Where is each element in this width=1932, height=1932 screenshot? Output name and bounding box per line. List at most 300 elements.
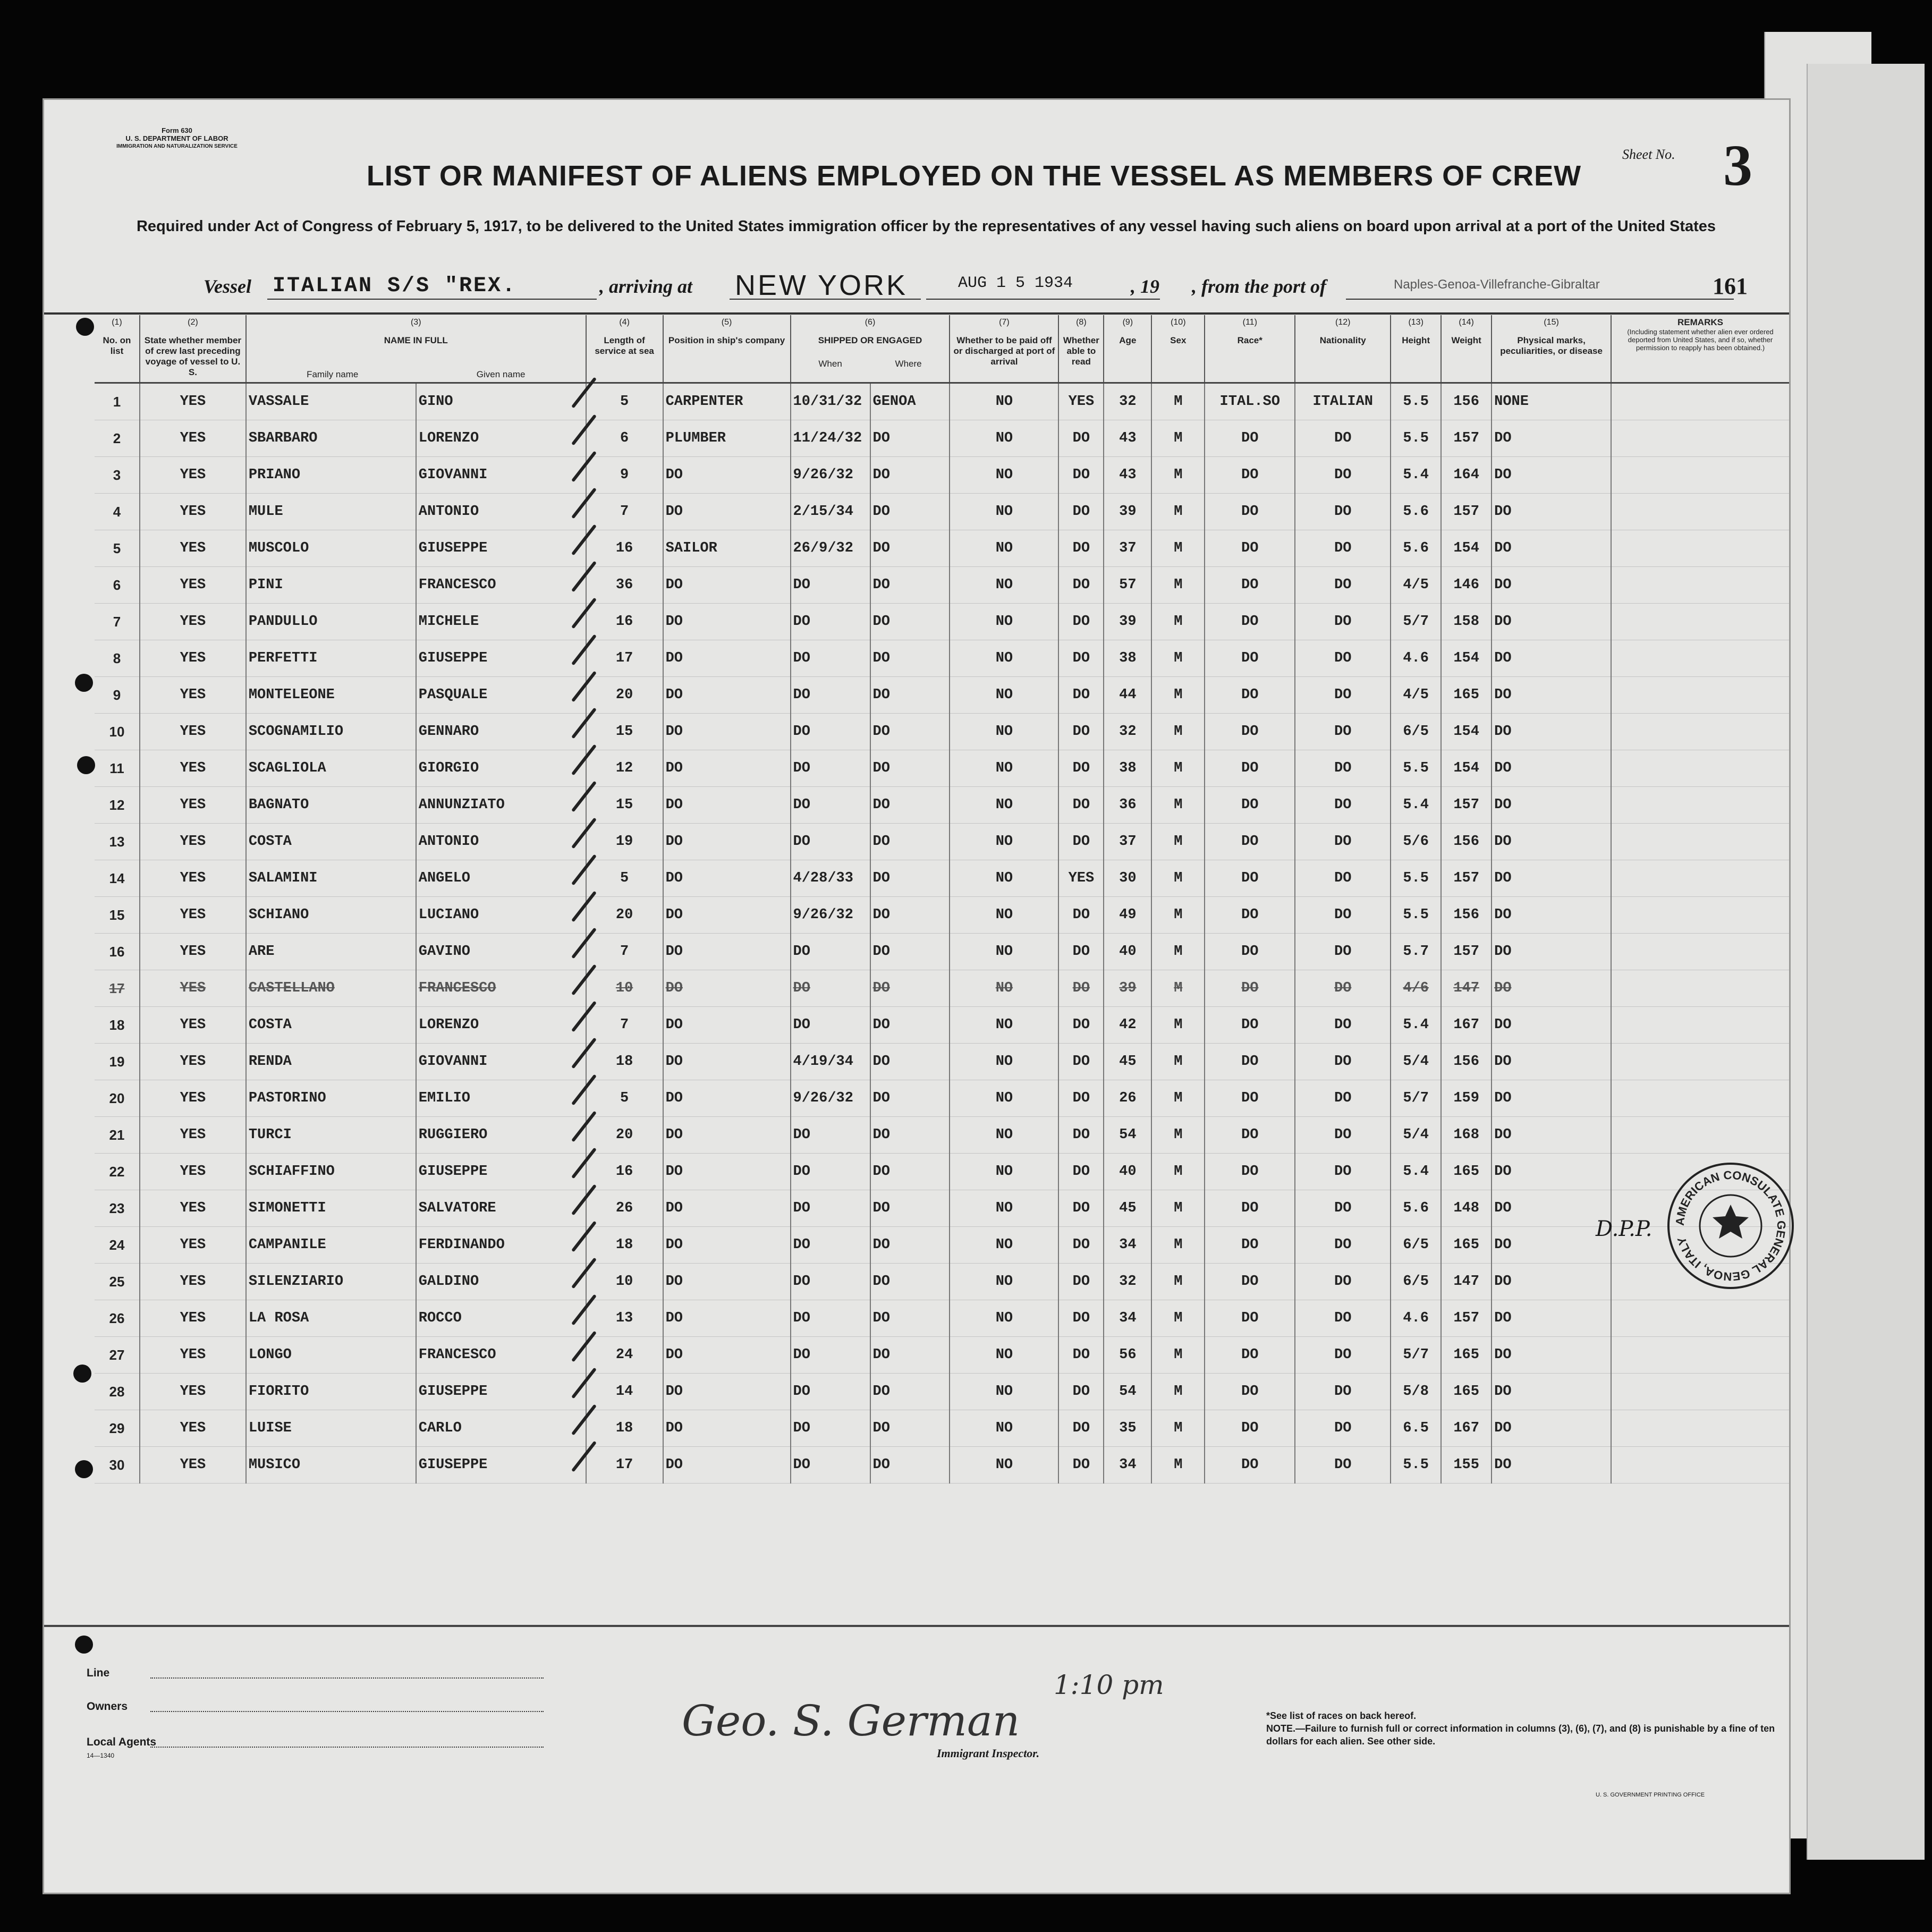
cell-weight: 154 <box>1441 714 1492 750</box>
cell-given: ANTONIO <box>416 494 586 530</box>
cell-weight: 168 <box>1441 1117 1492 1154</box>
cell-prev: YES <box>140 750 246 787</box>
cell-height: 5/7 <box>1391 1337 1441 1374</box>
sheet-number: 3 <box>1723 133 1752 198</box>
cell-weight: 156 <box>1441 824 1492 860</box>
table-row <box>95 640 1789 677</box>
cell-race: DO <box>1205 1300 1295 1337</box>
cell-race: DO <box>1205 970 1295 1007</box>
cell-remarks <box>1611 787 1789 824</box>
table-row <box>95 604 1789 640</box>
cell-prev: YES <box>140 567 246 604</box>
col-header-given-name: Given name <box>476 369 526 379</box>
punch-hole <box>76 318 94 336</box>
cell-weight: 158 <box>1441 604 1492 640</box>
cell-age: 43 <box>1104 420 1151 457</box>
cell-marks: DO <box>1492 640 1611 677</box>
cell-sex: M <box>1151 970 1205 1007</box>
cell-when: 11/24/32 <box>791 420 870 457</box>
inspector-label: Immigrant Inspector. <box>937 1747 1040 1760</box>
cell-nationality: DO <box>1295 1410 1391 1447</box>
cell-remarks <box>1611 970 1789 1007</box>
cell-given: FERDINANDO <box>416 1227 586 1264</box>
cell-nationality: DO <box>1295 530 1391 567</box>
cell-remarks <box>1611 383 1789 420</box>
cell-sex: M <box>1151 1227 1205 1264</box>
cell-service: 14 <box>586 1374 663 1410</box>
table-row <box>95 457 1789 494</box>
cell-weight: 157 <box>1441 934 1492 970</box>
cell-family: LA ROSA <box>246 1300 416 1337</box>
table-row <box>95 494 1789 530</box>
cell-paid: NO <box>950 383 1058 420</box>
cell-no: 1 <box>95 383 140 420</box>
cell-paid: NO <box>950 824 1058 860</box>
from-label: , from the port of <box>1192 276 1327 297</box>
cell-where: DO <box>870 1007 950 1044</box>
consulate-stamp <box>1667 1163 1794 1289</box>
cell-paid: NO <box>950 934 1058 970</box>
cell-service: 17 <box>586 1447 663 1484</box>
cell-marks: DO <box>1492 897 1611 934</box>
cell-when: 4/28/33 <box>791 860 870 897</box>
cell-height: 5.6 <box>1391 1190 1441 1227</box>
table-row <box>95 860 1789 897</box>
cell-when: DO <box>791 1337 870 1374</box>
table-row <box>95 1410 1789 1447</box>
cell-given: FRANCESCO <box>416 970 586 1007</box>
cell-paid: NO <box>950 1080 1058 1117</box>
cell-service: 7 <box>586 934 663 970</box>
cell-service: 18 <box>586 1410 663 1447</box>
cell-marks: DO <box>1492 970 1611 1007</box>
cell-read: DO <box>1058 1117 1104 1154</box>
cell-sex: M <box>1151 604 1205 640</box>
cell-given: GIUSEPPE <box>416 1447 586 1484</box>
cell-family: VASSALE <box>246 383 416 420</box>
cell-given: LUCIANO <box>416 897 586 934</box>
cell-when: DO <box>791 1117 870 1154</box>
cell-sex: M <box>1151 677 1205 714</box>
cell-nationality: DO <box>1295 604 1391 640</box>
col-header-race: (11) Race* <box>1205 315 1295 383</box>
table-row <box>95 934 1789 970</box>
cell-service: 10 <box>586 970 663 1007</box>
cell-marks: DO <box>1492 1227 1611 1264</box>
col-header-paid-off: (7) Whether to be paid off or discharged at port of arrival <box>950 315 1058 383</box>
cell-prev: YES <box>140 1300 246 1337</box>
cell-given: CARLO <box>416 1410 586 1447</box>
cell-marks: DO <box>1492 714 1611 750</box>
cell-weight: 165 <box>1441 677 1492 714</box>
cell-family: MONTELEONE <box>246 677 416 714</box>
cell-nationality: DO <box>1295 494 1391 530</box>
cell-prev: YES <box>140 787 246 824</box>
cell-family: MULE <box>246 494 416 530</box>
cell-position: DO <box>663 1080 791 1117</box>
cell-weight: 165 <box>1441 1154 1492 1190</box>
cell-weight: 147 <box>1441 1264 1492 1300</box>
cell-marks: DO <box>1492 1337 1611 1374</box>
crew-manifest-table <box>95 315 1789 1484</box>
cell-read: DO <box>1058 1007 1104 1044</box>
cell-sex: M <box>1151 1300 1205 1337</box>
cell-service: 10 <box>586 1264 663 1300</box>
cell-nationality: DO <box>1295 1154 1391 1190</box>
cell-paid: NO <box>950 1117 1058 1154</box>
cell-race: DO <box>1205 1337 1295 1374</box>
cell-given: RUGGIERO <box>416 1117 586 1154</box>
punch-hole <box>75 1460 93 1478</box>
cell-age: 39 <box>1104 970 1151 1007</box>
cell-when: 10/31/32 <box>791 383 870 420</box>
cell-no: 21 <box>95 1117 140 1154</box>
cell-race: DO <box>1205 1227 1295 1264</box>
cell-prev: YES <box>140 714 246 750</box>
cell-paid: NO <box>950 1447 1058 1484</box>
cell-given: LORENZO <box>416 420 586 457</box>
cell-position: DO <box>663 1300 791 1337</box>
cell-family: SCAGLIOLA <box>246 750 416 787</box>
cell-paid: NO <box>950 1154 1058 1190</box>
cell-marks: DO <box>1492 787 1611 824</box>
cell-when: DO <box>791 1374 870 1410</box>
cell-where: DO <box>870 860 950 897</box>
cell-where: DO <box>870 1080 950 1117</box>
cell-age: 37 <box>1104 530 1151 567</box>
cell-paid: NO <box>950 970 1058 1007</box>
year-label: , 19 <box>1131 276 1159 297</box>
col-header-sex: (10) Sex <box>1151 315 1205 383</box>
cell-marks: DO <box>1492 420 1611 457</box>
cell-where: DO <box>870 1190 950 1227</box>
cell-when: DO <box>791 934 870 970</box>
punch-hole <box>75 674 93 692</box>
cell-height: 5.6 <box>1391 494 1441 530</box>
footer-form-code: 14—1340 <box>87 1752 115 1759</box>
cell-service: 7 <box>586 494 663 530</box>
line-label: Line <box>87 1667 110 1679</box>
cell-when: DO <box>791 1007 870 1044</box>
col-header-when: When <box>818 359 842 369</box>
cell-age: 34 <box>1104 1227 1151 1264</box>
cell-remarks <box>1611 677 1789 714</box>
cell-nationality: DO <box>1295 1080 1391 1117</box>
cell-where: DO <box>870 640 950 677</box>
cell-no: 15 <box>95 897 140 934</box>
col-header-position: (5) Position in ship's company <box>663 315 791 383</box>
cell-marks: DO <box>1492 1080 1611 1117</box>
cell-weight: 148 <box>1441 1190 1492 1227</box>
cell-read: DO <box>1058 787 1104 824</box>
cell-family: RENDA <box>246 1044 416 1080</box>
cell-sex: M <box>1151 1447 1205 1484</box>
cell-height: 5.5 <box>1391 420 1441 457</box>
cell-service: 15 <box>586 787 663 824</box>
cell-service: 5 <box>586 383 663 420</box>
cell-race: DO <box>1205 1410 1295 1447</box>
cell-remarks <box>1611 1410 1789 1447</box>
cell-position: DO <box>663 1190 791 1227</box>
col-header-weight: (14) Weight <box>1441 315 1492 383</box>
cell-service: 13 <box>586 1300 663 1337</box>
cell-weight: 155 <box>1441 1447 1492 1484</box>
cell-remarks <box>1611 1117 1789 1154</box>
cell-no: 10 <box>95 714 140 750</box>
cell-service: 36 <box>586 567 663 604</box>
cell-where: DO <box>870 824 950 860</box>
cell-remarks <box>1611 420 1789 457</box>
cell-paid: NO <box>950 787 1058 824</box>
footer <box>44 1625 1789 1893</box>
cell-weight: 156 <box>1441 897 1492 934</box>
cell-sex: M <box>1151 860 1205 897</box>
cell-when: DO <box>791 567 870 604</box>
cell-given: SALVATORE <box>416 1190 586 1227</box>
cell-family: PINI <box>246 567 416 604</box>
cell-no: 19 <box>95 1044 140 1080</box>
cell-nationality: DO <box>1295 1264 1391 1300</box>
col-header-read: (8) Whether able to read <box>1058 315 1104 383</box>
col-header-height: (13) Height <box>1391 315 1441 383</box>
cell-prev: YES <box>140 970 246 1007</box>
cell-nationality: DO <box>1295 420 1391 457</box>
cell-service: 20 <box>586 897 663 934</box>
cell-paid: NO <box>950 494 1058 530</box>
cell-read: DO <box>1058 1374 1104 1410</box>
cell-remarks <box>1611 860 1789 897</box>
cell-height: 5.7 <box>1391 934 1441 970</box>
cell-age: 32 <box>1104 383 1151 420</box>
col-header-age: (9) Age <box>1104 315 1151 383</box>
cell-nationality: DO <box>1295 1447 1391 1484</box>
table-row <box>95 1044 1789 1080</box>
cell-height: 5/7 <box>1391 1080 1441 1117</box>
page-number: 161 <box>1713 273 1748 299</box>
cell-no: 3 <box>95 457 140 494</box>
col-header-no: (1) No. on list <box>95 315 140 383</box>
cell-where: DO <box>870 1227 950 1264</box>
cell-age: 54 <box>1104 1117 1151 1154</box>
cell-where: DO <box>870 750 950 787</box>
cell-nationality: DO <box>1295 1227 1391 1264</box>
col-header-family-name: Family name <box>307 369 359 379</box>
manifest-page <box>43 98 1791 1894</box>
cell-marks: DO <box>1492 1410 1611 1447</box>
cell-weight: 157 <box>1441 494 1492 530</box>
cell-given: GIORGIO <box>416 750 586 787</box>
cell-height: 4/6 <box>1391 970 1441 1007</box>
cell-prev: YES <box>140 494 246 530</box>
form-number: Form 630 <box>162 126 192 134</box>
cell-remarks <box>1611 1080 1789 1117</box>
cell-race: DO <box>1205 1447 1295 1484</box>
cell-age: 49 <box>1104 897 1151 934</box>
cell-family: COSTA <box>246 824 416 860</box>
cell-nationality: DO <box>1295 970 1391 1007</box>
cell-given: GIOVANNI <box>416 1044 586 1080</box>
cell-read: DO <box>1058 1044 1104 1080</box>
table-row <box>95 677 1789 714</box>
cell-where: DO <box>870 494 950 530</box>
cell-read: DO <box>1058 1227 1104 1264</box>
footer-notes <box>1266 1709 1776 1748</box>
cell-paid: NO <box>950 1044 1058 1080</box>
cell-sex: M <box>1151 1190 1205 1227</box>
sheet-label: Sheet No. <box>1622 147 1675 162</box>
cell-family: SIMONETTI <box>246 1190 416 1227</box>
cell-read: DO <box>1058 640 1104 677</box>
cell-height: 5.5 <box>1391 383 1441 420</box>
cell-marks: DO <box>1492 494 1611 530</box>
cell-remarks <box>1611 1007 1789 1044</box>
cell-race: DO <box>1205 1190 1295 1227</box>
cell-when: 9/26/32 <box>791 1080 870 1117</box>
cell-given: ANGELO <box>416 860 586 897</box>
cell-paid: NO <box>950 640 1058 677</box>
cell-height: 5/6 <box>1391 824 1441 860</box>
cell-position: DO <box>663 1227 791 1264</box>
cell-read: DO <box>1058 677 1104 714</box>
cell-read: DO <box>1058 567 1104 604</box>
cell-position: DO <box>663 567 791 604</box>
cell-paid: NO <box>950 530 1058 567</box>
cell-age: 36 <box>1104 787 1151 824</box>
form-info <box>108 126 246 150</box>
cell-read: DO <box>1058 970 1104 1007</box>
cell-height: 4/5 <box>1391 567 1441 604</box>
cell-no: 6 <box>95 567 140 604</box>
cell-nationality: DO <box>1295 677 1391 714</box>
cell-prev: YES <box>140 1447 246 1484</box>
cell-paid: NO <box>950 1264 1058 1300</box>
cell-height: 5/8 <box>1391 1374 1441 1410</box>
cell-no: 17 <box>95 970 140 1007</box>
cell-family: ARE <box>246 934 416 970</box>
cell-age: 39 <box>1104 494 1151 530</box>
cell-remarks <box>1611 714 1789 750</box>
col-header-nationality: (12) Nationality <box>1295 315 1391 383</box>
cell-height: 5/7 <box>1391 604 1441 640</box>
cell-family: BAGNATO <box>246 787 416 824</box>
cell-when: 4/19/34 <box>791 1044 870 1080</box>
cell-age: 30 <box>1104 860 1151 897</box>
cell-read: YES <box>1058 383 1104 420</box>
crew-rows <box>95 383 1789 1484</box>
cell-nationality: DO <box>1295 1300 1391 1337</box>
cell-family: CASTELLANO <box>246 970 416 1007</box>
cell-position: DO <box>663 824 791 860</box>
cell-race: DO <box>1205 604 1295 640</box>
cell-no: 30 <box>95 1447 140 1484</box>
cell-read: DO <box>1058 1154 1104 1190</box>
cell-remarks <box>1611 934 1789 970</box>
cell-read: DO <box>1058 530 1104 567</box>
cell-no: 12 <box>95 787 140 824</box>
cell-nationality: DO <box>1295 457 1391 494</box>
table-row <box>95 1447 1789 1484</box>
cell-prev: YES <box>140 457 246 494</box>
svg-text:AMERICAN CONSULATE GENERAL GEN: AMERICAN CONSULATE GENERAL GENOA, ITALY <box>1673 1168 1789 1284</box>
cell-height: 5.5 <box>1391 750 1441 787</box>
cell-family: PANDULLO <box>246 604 416 640</box>
cell-where: DO <box>870 787 950 824</box>
cell-nationality: DO <box>1295 714 1391 750</box>
cell-prev: YES <box>140 1117 246 1154</box>
cell-family: SCHIANO <box>246 897 416 934</box>
col-header-shipped: (6) SHIPPED OR ENGAGED When Where <box>791 315 950 383</box>
cell-no: 29 <box>95 1410 140 1447</box>
cell-where: DO <box>870 714 950 750</box>
cell-nationality: DO <box>1295 1044 1391 1080</box>
cell-position: DO <box>663 934 791 970</box>
col-header-where: Where <box>895 359 922 369</box>
cell-where: DO <box>870 970 950 1007</box>
cell-nationality: DO <box>1295 1374 1391 1410</box>
cell-sex: M <box>1151 383 1205 420</box>
vessel-label: Vessel <box>204 276 251 297</box>
cell-sex: M <box>1151 457 1205 494</box>
cell-race: DO <box>1205 1117 1295 1154</box>
cell-paid: NO <box>950 1374 1058 1410</box>
column-header-row <box>95 315 1789 383</box>
cell-prev: YES <box>140 420 246 457</box>
cell-read: DO <box>1058 420 1104 457</box>
cell-read: DO <box>1058 897 1104 934</box>
cell-where: DO <box>870 677 950 714</box>
cell-no: 4 <box>95 494 140 530</box>
cell-no: 24 <box>95 1227 140 1264</box>
table-row <box>95 1117 1789 1154</box>
cell-sex: M <box>1151 567 1205 604</box>
cell-read: DO <box>1058 494 1104 530</box>
cell-nationality: DO <box>1295 1190 1391 1227</box>
cell-marks: DO <box>1492 860 1611 897</box>
cell-age: 38 <box>1104 750 1151 787</box>
cell-given: ROCCO <box>416 1300 586 1337</box>
cell-age: 39 <box>1104 604 1151 640</box>
cell-marks: NONE <box>1492 383 1611 420</box>
cell-marks: DO <box>1492 604 1611 640</box>
cell-marks: DO <box>1492 824 1611 860</box>
cell-race: DO <box>1205 1264 1295 1300</box>
vessel-line <box>204 269 1744 307</box>
cell-nationality: DO <box>1295 787 1391 824</box>
cell-when: DO <box>791 1300 870 1337</box>
cell-marks: DO <box>1492 1044 1611 1080</box>
cell-position: DO <box>663 1337 791 1374</box>
cell-sex: M <box>1151 1264 1205 1300</box>
cell-family: CAMPANILE <box>246 1227 416 1264</box>
cell-marks: DO <box>1492 1154 1611 1190</box>
cell-service: 12 <box>586 750 663 787</box>
cell-remarks <box>1611 640 1789 677</box>
cell-given: FRANCESCO <box>416 567 586 604</box>
cell-sex: M <box>1151 714 1205 750</box>
cell-nationality: DO <box>1295 1007 1391 1044</box>
cell-where: DO <box>870 1117 950 1154</box>
cell-service: 16 <box>586 604 663 640</box>
cell-weight: 156 <box>1441 1044 1492 1080</box>
cell-service: 6 <box>586 420 663 457</box>
cell-age: 43 <box>1104 457 1151 494</box>
cell-read: DO <box>1058 1447 1104 1484</box>
table-row <box>95 1154 1789 1190</box>
cell-given: GIUSEPPE <box>416 1374 586 1410</box>
underlying-sheet-edge <box>1807 64 1925 1860</box>
table-row <box>95 383 1789 420</box>
cell-marks: DO <box>1492 1264 1611 1300</box>
